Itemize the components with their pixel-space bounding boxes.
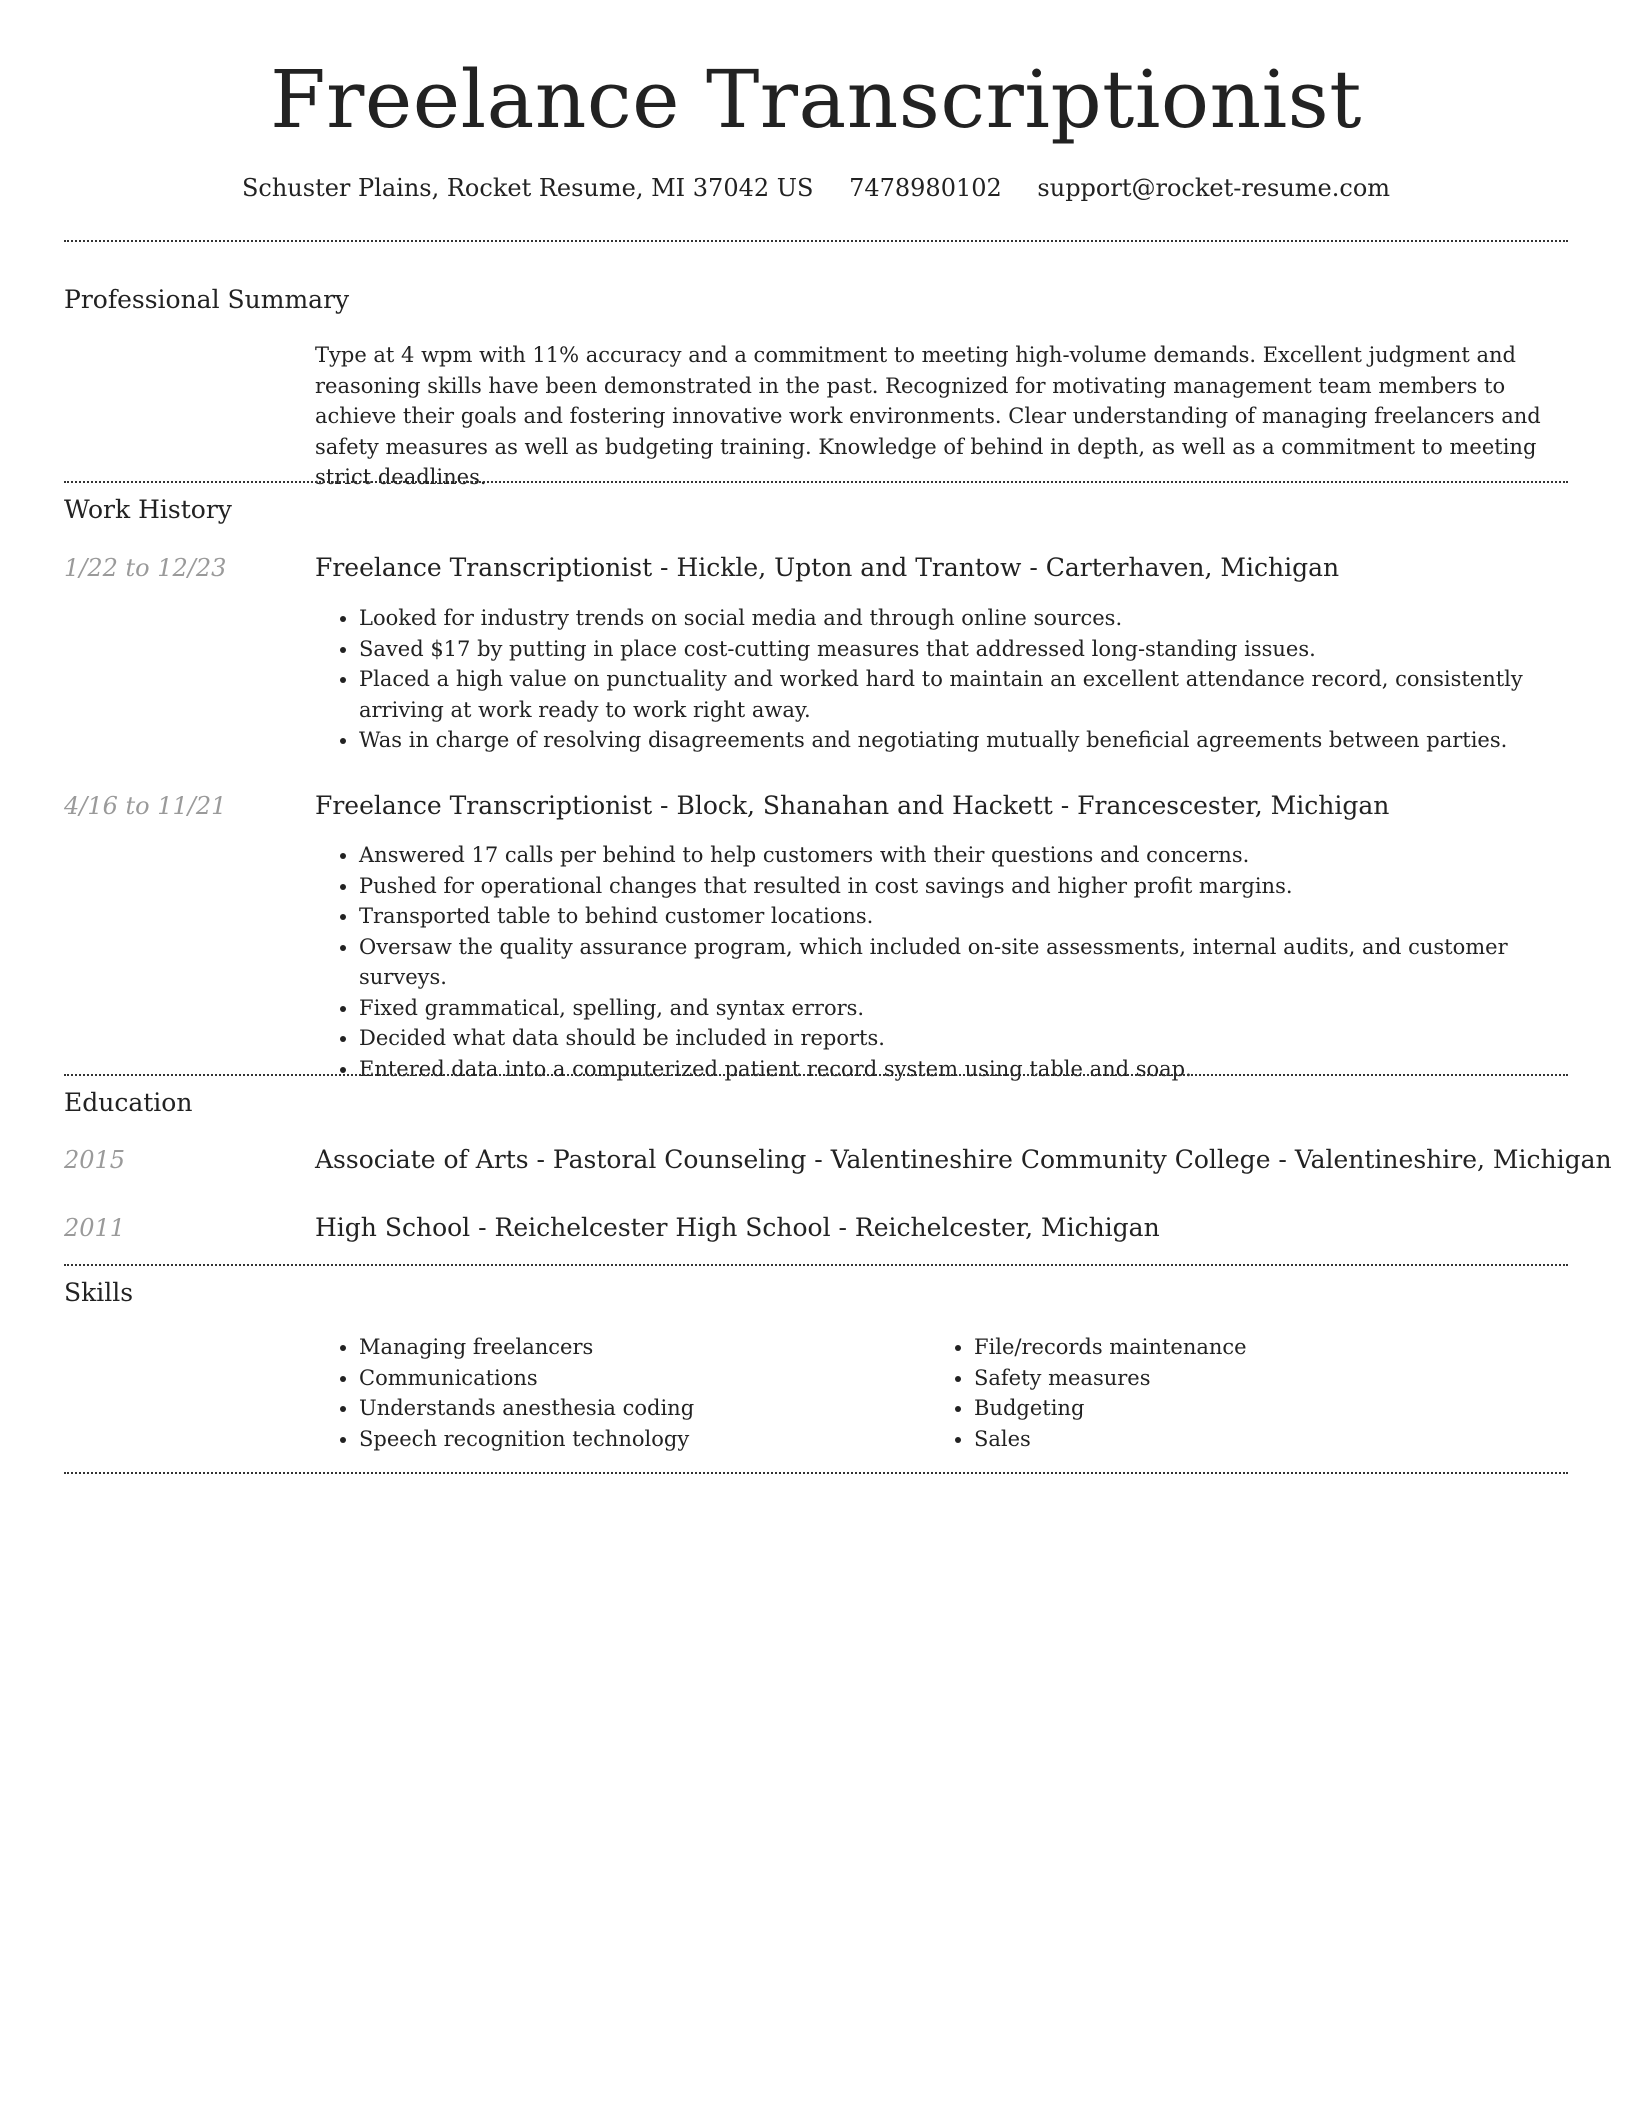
list-item: • Entered data into a computerized patient record system using table and soap. <box>359 1054 1568 1085</box>
section-title-skills: Skills <box>64 1278 134 1307</box>
list-item: • Managing freelancers <box>359 1332 915 1363</box>
education-degree: Associate of Arts - Pastoral Counseling <box>315 1145 807 1174</box>
job-bullets <box>315 603 1568 756</box>
job-bullets <box>315 840 1568 1084</box>
education-heading <box>315 1210 1568 1246</box>
list-item: • Looked for industry trends on social media and through online sources. <box>359 603 1568 634</box>
section-title-work-history: Work History <box>64 495 232 524</box>
job-heading <box>315 788 1568 824</box>
list-item: • File/records maintenance <box>974 1332 1530 1363</box>
job-employer-location: - Block, Shanahan and Hackett - Francescester, Michigan <box>652 791 1390 820</box>
divider <box>64 1074 1568 1076</box>
contact-address: Schuster Plains, Rocket Resume, MI 37042 US <box>241 174 814 202</box>
section-title-summary: Professional Summary <box>64 285 350 314</box>
candidate-name: Freelance Transcriptionist <box>270 53 1362 146</box>
list-item: • Oversaw the quality assurance program, which included on-site assessments, internal audits, and customer surveys. <box>359 932 1568 993</box>
contact-line <box>64 170 1568 206</box>
contact-phone: 7478980102 <box>849 174 1002 202</box>
education-school-location: - Valentineshire Community College - Valentineshire, Michigan <box>806 1145 1612 1174</box>
divider <box>64 240 1568 242</box>
list-item: • Communications <box>359 1363 915 1394</box>
job-employer-location: - Hickle, Upton and Trantow - Carterhaven, Michigan <box>652 553 1340 582</box>
list-item: • Speech recognition technology <box>359 1424 915 1455</box>
job-dates: 1/22 to 12/23 <box>64 554 227 582</box>
summary-text: Type at 4 wpm with 11% accuracy and a commitment to meeting high-volume demands. Excellent judgment and reasoning skills have been demonstrated in the past. Recognized for motivating management team members to achieve their goals and fostering innovative work environments. Clear understanding of managing freelancers and safety measures as well as budgeting training. Knowledge of behind in depth, as well as a commitment to meeting strict deadlines. <box>315 343 1541 489</box>
list-item: • Pushed for operational changes that resulted in cost savings and higher profit margins. <box>359 871 1568 902</box>
list-item: • Budgeting <box>974 1393 1530 1424</box>
list-item: • Transported table to behind customer locations. <box>359 901 1568 932</box>
education-year: 2011 <box>64 1214 126 1242</box>
list-item: • Safety measures <box>974 1363 1530 1394</box>
list-item: • Fixed grammatical, spelling, and syntax errors. <box>359 993 1568 1024</box>
list-item: • Sales <box>974 1424 1530 1455</box>
list-item: • Was in charge of resolving disagreements and negotiating mutually beneficial agreements between parties. <box>359 725 1568 756</box>
job-role: Freelance Transcriptionist <box>315 553 653 582</box>
section-title-education: Education <box>64 1088 193 1117</box>
divider <box>64 481 1568 483</box>
job-heading <box>315 550 1568 586</box>
divider <box>64 1264 1568 1266</box>
skills-list-left <box>315 1332 915 1454</box>
job-dates: 4/16 to 11/21 <box>64 792 227 820</box>
list-item: • Answered 17 calls per behind to help customers with their questions and concerns. <box>359 840 1568 871</box>
education-year: 2015 <box>64 1146 126 1174</box>
job-role: Freelance Transcriptionist <box>315 791 653 820</box>
list-item: • Placed a high value on punctuality and worked hard to maintain an excellent attendance record, consistently arriving at work ready to work right away. <box>359 664 1568 725</box>
divider <box>64 1472 1568 1474</box>
education-degree: High School <box>315 1213 471 1242</box>
skills-list-right <box>930 1332 1530 1454</box>
list-item: • Saved $17 by putting in place cost-cutting measures that addressed long-standing issues. <box>359 634 1568 665</box>
contact-email: support@rocket-resume.com <box>1037 174 1391 202</box>
list-item: • Decided what data should be included in reports. <box>359 1023 1568 1054</box>
list-item: • Understands anesthesia coding <box>359 1393 915 1424</box>
education-heading <box>315 1142 1612 1178</box>
education-school-location: - Reichelcester High School - Reichelcester, Michigan <box>470 1213 1160 1242</box>
